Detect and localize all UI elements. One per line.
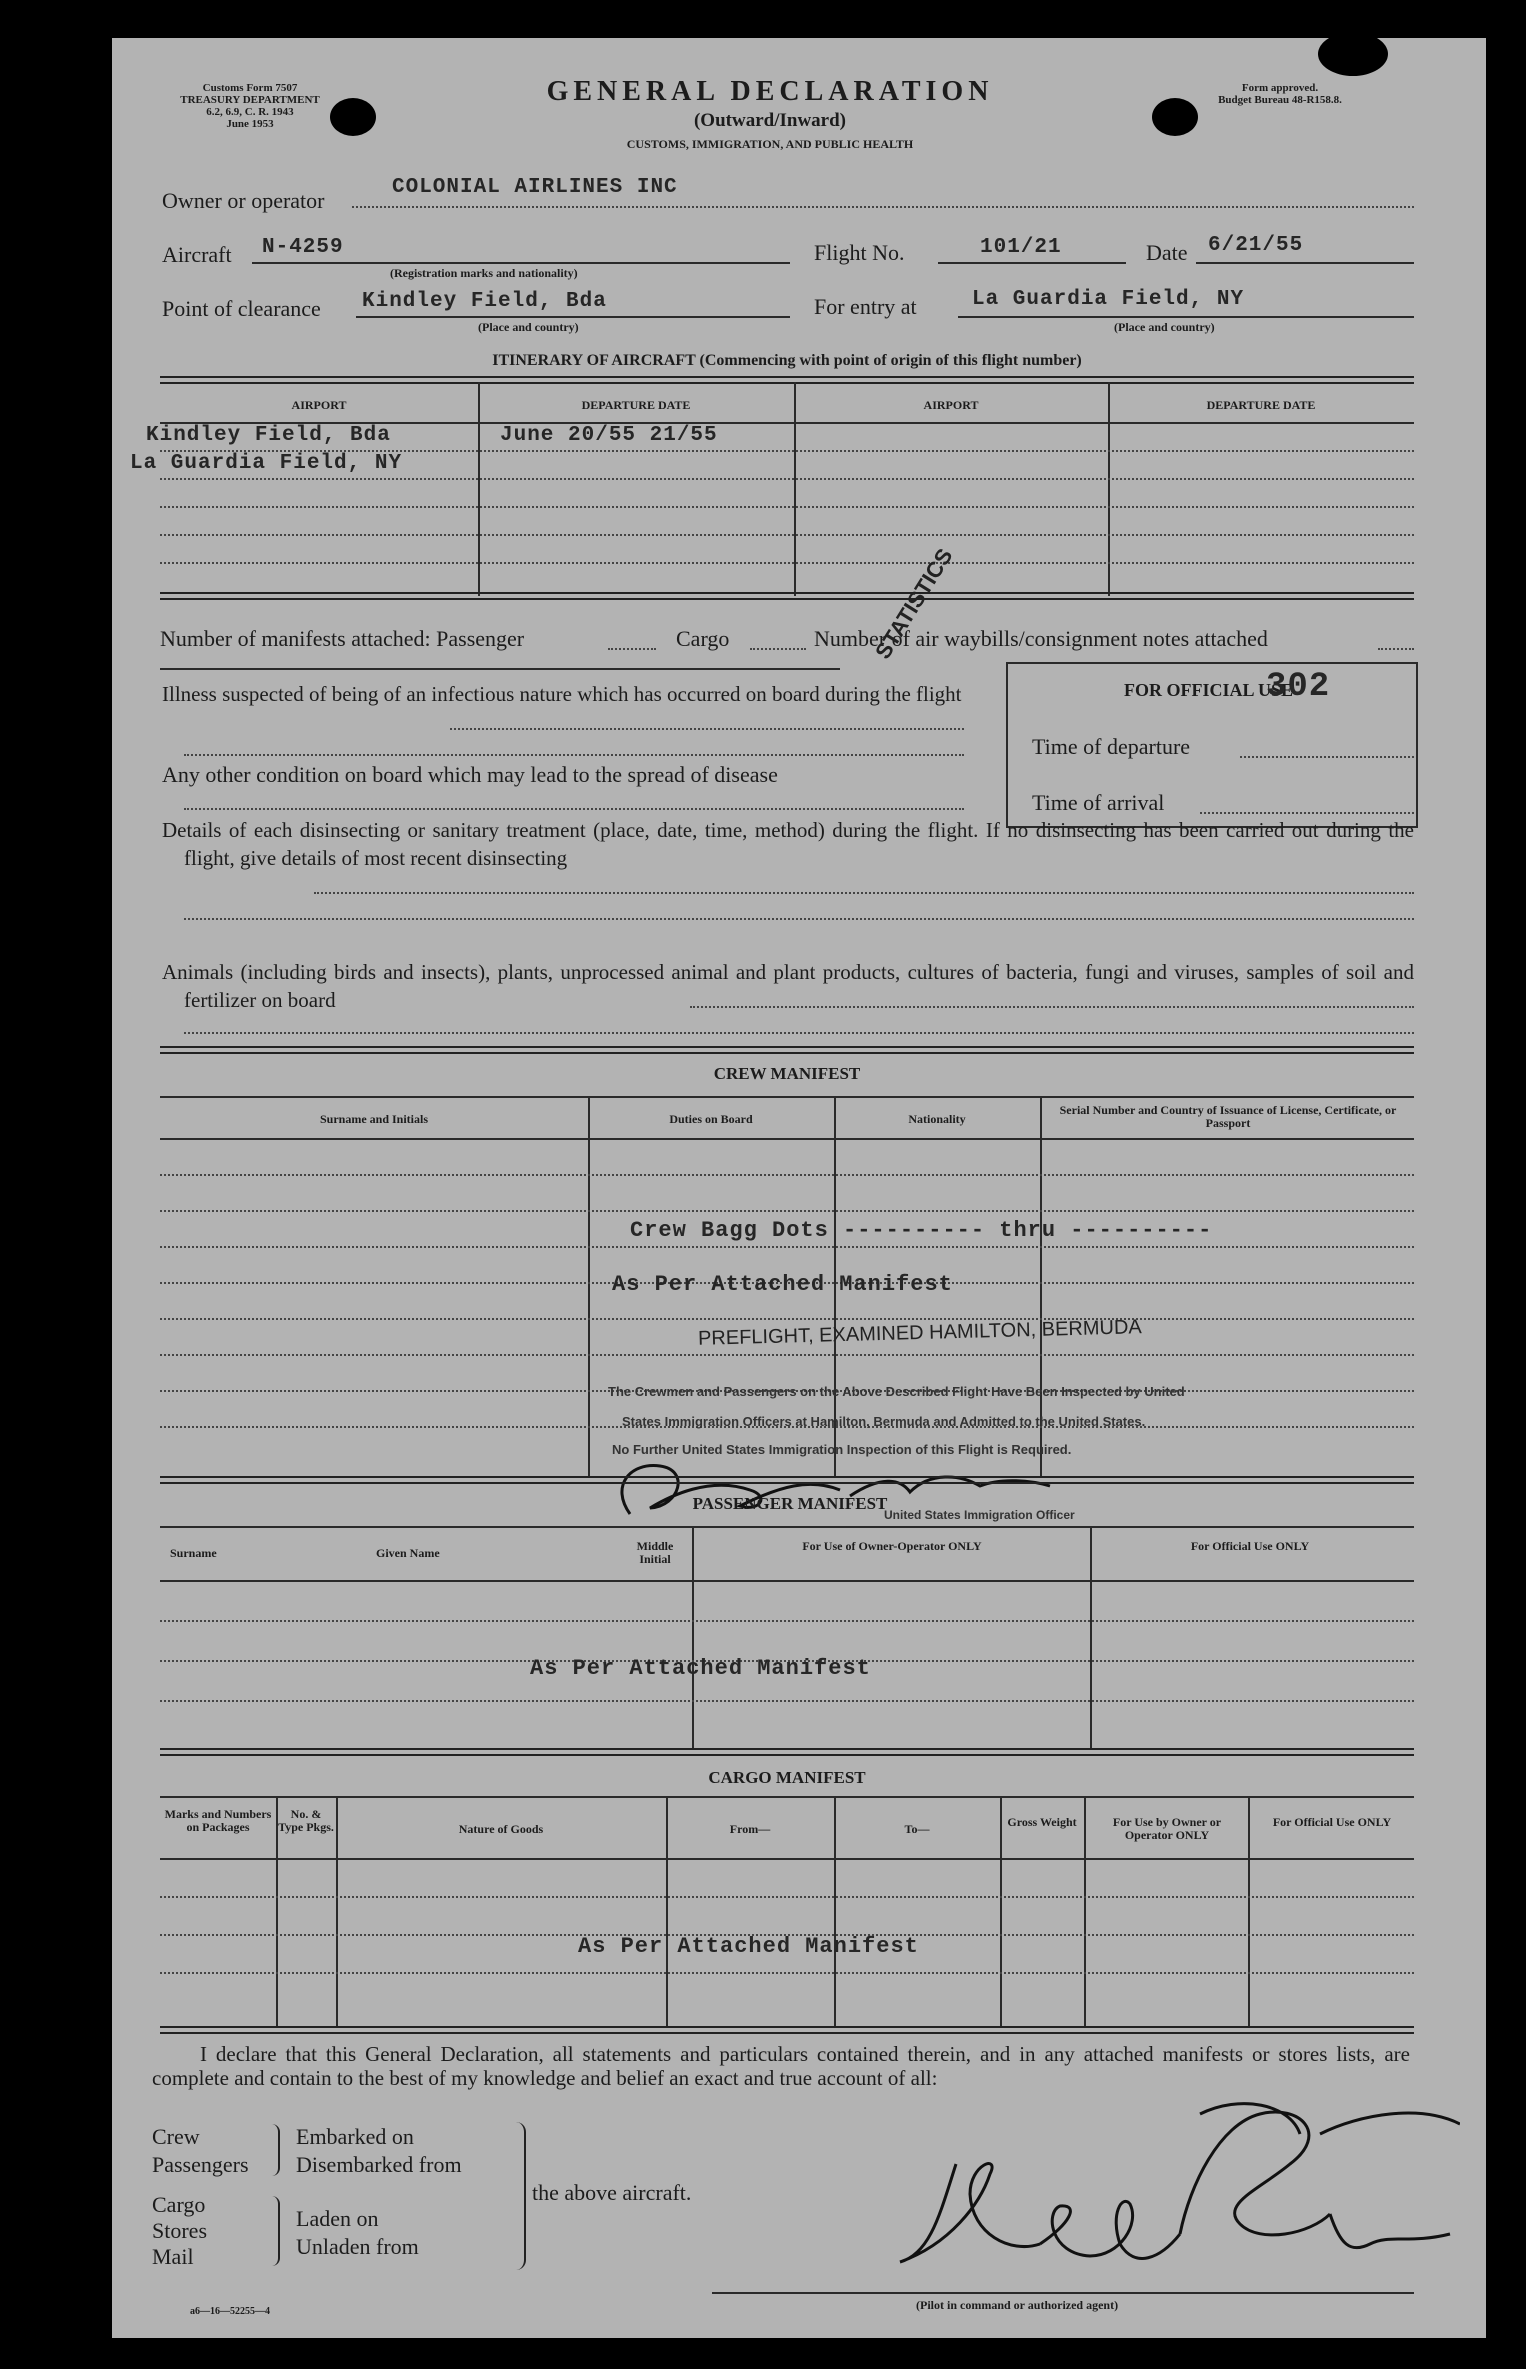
- crew-col-div-1: [588, 1098, 590, 1476]
- airwaybills-line: [1378, 648, 1414, 650]
- crew-typed-manifest: As Per Attached Manifest: [612, 1272, 953, 1297]
- cargo-col-no: No. & Type Pkgs.: [278, 1807, 334, 1834]
- cargo-col-owner: For Use by Owner or Operator ONLY: [1112, 1815, 1222, 1842]
- preflight-stamp-line-4: No Further United States Immigration Inspection of this Flight is Required.: [612, 1442, 1072, 1457]
- decl-cargo: Cargo: [152, 2192, 206, 2217]
- decl-mail: Mail: [152, 2244, 194, 2269]
- pass-col-div-2: [1090, 1528, 1092, 1750]
- decl-bracket-2: [272, 2196, 280, 2266]
- decl-unladen: Unladen from: [296, 2234, 419, 2259]
- cargo-row-line: [160, 1896, 1414, 1898]
- manifest-passenger-label: Number of manifests attached: Passenger: [160, 626, 525, 651]
- manifest-cargo-line: [750, 648, 806, 650]
- pass-row-line: [160, 1700, 1414, 1702]
- flight-line: [938, 262, 1126, 264]
- statistics-stamp: STATISTICS: [870, 543, 958, 664]
- decl-laden: Laden on: [296, 2206, 379, 2231]
- form-subtitle-agencies: CUSTOMS, IMMIGRATION, AND PUBLIC HEALTH: [626, 137, 914, 151]
- arrival-time-line: [1200, 812, 1414, 814]
- itin-header-airport-1: AIRPORT: [291, 398, 347, 412]
- pass-col-owner: For Use of Owner-Operator ONLY: [802, 1539, 982, 1553]
- entry-caption: (Place and country): [1114, 320, 1215, 334]
- preflight-stamp-line-1: PREFLIGHT, EXAMINED HAMILTON, BERMUDA: [697, 1316, 1142, 1350]
- itin-header-departure-2: DEPARTURE DATE: [1206, 398, 1316, 412]
- passenger-header-rule: [160, 1580, 1414, 1582]
- decl-stores: Stores: [152, 2218, 207, 2243]
- crew-row-line: [160, 1210, 1414, 1212]
- animals-line: [690, 1006, 1414, 1008]
- passenger-title-rule: [160, 1526, 1414, 1528]
- official-use-number: 302: [1266, 668, 1331, 706]
- cargo-row-line: [160, 1972, 1414, 1974]
- declaration-text: I declare that this General Declaration, all statements and particulars contained therein, and in any attached manifests or stores lists, are complete and contain to the best of my knowledge and belief an exact and true account of all:: [152, 2042, 1410, 2090]
- illness-line-2: [184, 754, 964, 756]
- itinerary-bottom-rule: [160, 592, 1414, 600]
- illness-line: [450, 728, 964, 730]
- cargo-typed-manifest: As Per Attached Manifest: [578, 1934, 919, 1959]
- flight-value: 101/21: [980, 236, 1062, 259]
- cargo-col-div-7: [1248, 1798, 1250, 2028]
- crew-top-rule: [160, 1046, 1414, 1054]
- itin-row-line: [160, 534, 1414, 536]
- disinsect-text: Details of each disinsecting or sanitary treatment (place, date, time, method) during the flight. If no disinsecting has been carried out during the flight, give details of most recent disinsecting: [162, 818, 1414, 870]
- animals-line-2: [184, 1032, 1414, 1034]
- crew-typed-bagg: Crew Bagg Dots ---------- thru ----------: [630, 1218, 1213, 1243]
- pass-col-div-1: [692, 1528, 694, 1750]
- passenger-typed-manifest: As Per Attached Manifest: [530, 1656, 871, 1681]
- departure-time-label: Time of departure: [1032, 734, 1191, 759]
- cargo-title-rule: [160, 1796, 1414, 1798]
- owner-label: Owner or operator: [162, 188, 325, 213]
- clearance-line: [356, 316, 790, 318]
- date-line: [1196, 262, 1414, 264]
- pilot-caption: (Pilot in command or authorized agent): [916, 2298, 1119, 2312]
- date-label: Date: [1146, 240, 1188, 265]
- form-subtitle: (Outward/Inward): [693, 110, 846, 131]
- animals-text: Animals (including birds and insects), plants, unprocessed animal and plant products, cultures of bacteria, fungi and viruses, samples of soil and fertilizer on board: [162, 960, 1414, 1012]
- official-use-title: FOR OFFICIAL USE: [1124, 680, 1294, 700]
- immigration-officer-caption: United States Immigration Officer: [884, 1508, 1075, 1522]
- pass-col-official: For Official Use ONLY: [1190, 1539, 1310, 1553]
- decl-bracket-1: [272, 2124, 280, 2176]
- torn-corner: [1318, 32, 1388, 76]
- illness-text: Illness suspected of being of an infectious nature which has occurred on board during the flight: [162, 682, 962, 706]
- decl-bracket-big: [516, 2122, 526, 2270]
- cargo-col-div-5: [1000, 1798, 1002, 2028]
- entry-value: La Guardia Field, NY: [972, 288, 1245, 311]
- passenger-top-rule: [160, 1476, 1414, 1484]
- cargo-col-from: From—: [729, 1822, 771, 1836]
- decl-passengers: Passengers: [152, 2152, 249, 2177]
- crew-manifest-title: CREW MANIFEST: [713, 1064, 861, 1083]
- cargo-col-marks: Marks and Numbers on Packages: [164, 1807, 272, 1834]
- decl-crew: Crew: [152, 2124, 200, 2149]
- itin-departure-1: June 20/55 21/55: [500, 424, 718, 447]
- condition-line: [184, 808, 964, 810]
- budget-approval-block: Form approved. Budget Bureau 48-R158.8.: [1218, 82, 1342, 106]
- manifest-divider: [160, 668, 840, 670]
- cargo-col-gross: Gross Weight: [1007, 1815, 1077, 1829]
- form-number-block: Customs Form 7507 TREASURY DEPARTMENT 6.2, 6.9, C. R. 1943 June 1953: [180, 82, 320, 130]
- date-value: 6/21/55: [1208, 234, 1304, 257]
- cargo-manifest-title: CARGO MANIFEST: [708, 1768, 866, 1787]
- form-title: GENERAL DECLARATION: [546, 76, 994, 107]
- aircraft-value: N-4259: [262, 236, 344, 259]
- pass-row-line: [160, 1620, 1414, 1622]
- decl-above-aircraft: the above aircraft.: [532, 2180, 692, 2205]
- clearance-value: Kindley Field, Bda: [362, 290, 607, 313]
- owner-line: [352, 206, 1414, 208]
- crew-title-rule: [160, 1096, 1414, 1098]
- crew-col-surname: Surname and Initials: [319, 1112, 429, 1126]
- passenger-manifest-title: PASSENGER MANIFEST: [692, 1494, 888, 1513]
- cargo-col-to: To—: [904, 1822, 930, 1836]
- decl-disembarked: Disembarked from: [296, 2152, 462, 2177]
- disinsect-line: [314, 892, 1414, 894]
- crew-row-line: [160, 1354, 1414, 1356]
- aircraft-line: [252, 262, 790, 264]
- decl-embarked: Embarked on: [296, 2124, 414, 2149]
- cargo-col-nature: Nature of Goods: [458, 1822, 544, 1836]
- preflight-stamp-line-3: States Immigration Officers at Hamilton, Bermuda and Admitted to the United States.: [622, 1414, 1146, 1429]
- cargo-top-rule: [160, 1748, 1414, 1756]
- itin-row-line: [160, 478, 1414, 480]
- crew-col-nationality: Nationality: [908, 1112, 966, 1126]
- itin-row-line: [160, 506, 1414, 508]
- condition-text: Any other condition on board which may lead to the spread of disease: [162, 762, 778, 787]
- cargo-col-div-6: [1084, 1798, 1086, 2028]
- preflight-stamp-line-2: The Crewmen and Passengers on the Above Described Flight Have Been Inspected by United: [608, 1384, 1185, 1399]
- crew-row-line: [160, 1246, 1414, 1248]
- disinsect-line-2: [184, 918, 1414, 920]
- cargo-header-rule: [160, 1858, 1414, 1860]
- crew-col-duties: Duties on Board: [669, 1112, 753, 1126]
- arrival-time-label: Time of arrival: [1032, 790, 1165, 815]
- pass-col-middle: Middle Initial: [636, 1539, 674, 1566]
- flight-label: Flight No.: [814, 240, 905, 265]
- entry-line: [958, 316, 1414, 318]
- pass-col-surname: Surname: [170, 1546, 217, 1560]
- pilot-signature-line: [712, 2292, 1414, 2294]
- crew-row-line: [160, 1174, 1414, 1176]
- itin-row-line: [160, 562, 1414, 564]
- cargo-col-official: For Official Use ONLY: [1272, 1815, 1392, 1829]
- pass-col-given: Given Name: [376, 1546, 440, 1560]
- itinerary-title: ITINERARY OF AIRCRAFT (Commencing with point of origin of this flight number): [492, 352, 1082, 369]
- manifest-cargo-label: Cargo: [676, 626, 730, 651]
- itin-airport-1: Kindley Field, Bda: [146, 424, 391, 447]
- crew-col-serial: Serial Number and Country of Issuance of License, Certificate, or Passport: [1059, 1103, 1397, 1130]
- itin-header-airport-2: AIRPORT: [923, 398, 979, 412]
- manifest-passenger-line: [608, 648, 656, 650]
- departure-time-line: [1240, 756, 1414, 758]
- print-code: a6—16—52255—4: [190, 2306, 270, 2317]
- aircraft-label: Aircraft: [162, 242, 232, 267]
- itin-airport-2: La Guardia Field, NY: [130, 452, 403, 475]
- crew-header-rule: [160, 1138, 1414, 1140]
- entry-label: For entry at: [814, 294, 917, 319]
- aircraft-caption: (Registration marks and nationality): [390, 266, 578, 280]
- owner-value: COLONIAL AIRLINES INC: [392, 176, 678, 199]
- airwaybills-label: Number of air waybills/consignment notes attached: [814, 626, 1268, 651]
- cargo-bottom-rule: [160, 2026, 1414, 2034]
- clearance-caption: (Place and country): [478, 320, 579, 334]
- crew-row-line: [160, 1318, 1414, 1320]
- itinerary-top-rule: [160, 376, 1414, 384]
- itin-header-departure-1: DEPARTURE DATE: [581, 398, 691, 412]
- pilot-signature: [860, 2094, 1460, 2284]
- clearance-label: Point of clearance: [162, 296, 321, 321]
